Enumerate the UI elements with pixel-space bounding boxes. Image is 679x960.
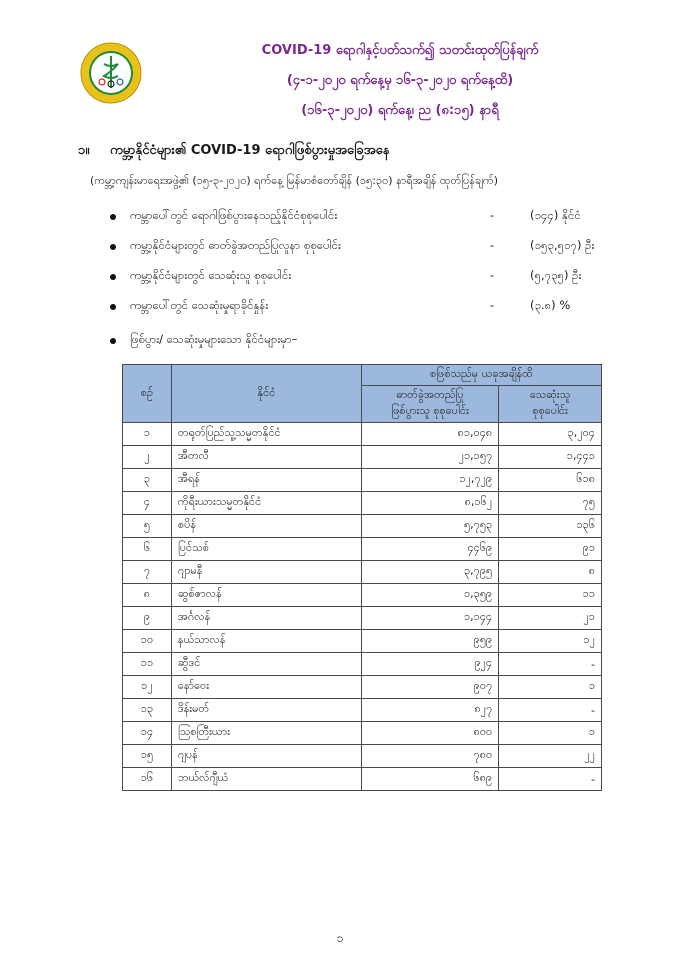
- bullet-value: (၃.၈) %: [530, 298, 571, 312]
- table-row: [123, 584, 602, 607]
- cell-deaths: ၈: [499, 561, 602, 584]
- cell-deaths: ၆၁၈: [499, 469, 602, 492]
- cell-deaths: ၉၁: [499, 538, 602, 561]
- cell-cases: ၉၂၄: [361, 653, 498, 676]
- bullet-item: [110, 238, 630, 258]
- bullet-dash: -: [490, 208, 495, 222]
- bullet-dash: -: [490, 268, 495, 282]
- title-line-2: (၄-၁-၂၀၂၀ ရက်နေ့မှ ၁၆-၃-၂၀၂၀ ရက်နေ့ထိ): [286, 73, 514, 88]
- title-line-3: (၁၆-၃-၂၀၂၀) ရက်နေ့၊ ည (၈:၁၅) နာရီ: [301, 103, 499, 118]
- col-header-no: စဉ်: [123, 365, 172, 423]
- col-header-cases-line1: ဓာတ်ခွဲအတည်ပြု: [396, 388, 464, 401]
- table-row: [123, 653, 602, 676]
- table-row: [123, 699, 602, 722]
- col-header-deaths: [499, 386, 602, 423]
- cell-deaths: -: [499, 653, 602, 676]
- cell-cases: ၄၄၆၉: [361, 538, 498, 561]
- bullet-label: ကမ္ဘာပေါ်တွင် ရောဂါဖြစ်ပွားနေသည့်နိုင်ငံစုစုပေါင်း: [130, 208, 338, 222]
- cell-cases: ၈၀၀: [361, 722, 498, 745]
- cell-cases: ၅,၇၅၃: [361, 515, 498, 538]
- cell-deaths: ၇၅: [499, 492, 602, 515]
- cell-deaths: ၁၂: [499, 630, 602, 653]
- bullet-item: [110, 208, 630, 228]
- bullet-icon: [110, 274, 116, 280]
- col-header-country: နိုင်ငံ: [171, 365, 361, 423]
- cell-no: ၇: [123, 561, 172, 584]
- table-row: [123, 423, 602, 446]
- cell-cases: ၈၂၇: [361, 699, 498, 722]
- bullet-label: ဖြစ်ပွား/ သေဆုံးမှုများသော နိုင်ငံများမှာ–: [130, 332, 298, 346]
- table-row: [123, 561, 602, 584]
- cell-deaths: -: [499, 699, 602, 722]
- bullet-icon: [110, 304, 116, 310]
- cell-country: အီရန်: [171, 469, 361, 492]
- table-row: [123, 768, 602, 791]
- bullet-item: [110, 332, 630, 352]
- cell-country: ဘယ်လ်ဂျီယံ: [171, 768, 361, 791]
- cell-no: ၁၁: [123, 653, 172, 676]
- cell-country: အီတလီ: [171, 446, 361, 469]
- cell-country: ပြင်သစ်: [171, 538, 361, 561]
- section-number: ၁။: [78, 143, 90, 158]
- cell-cases: ၈၁,၀၄၈: [361, 423, 498, 446]
- cell-country: နယ်သာလန်: [171, 630, 361, 653]
- table-row: [123, 607, 602, 630]
- page-number: ၁: [336, 931, 344, 945]
- cell-deaths: ၁၃၆: [499, 515, 602, 538]
- cell-cases: ၁,၃၅၉: [361, 584, 498, 607]
- cell-deaths: ၂၂: [499, 745, 602, 768]
- bullet-icon: [110, 244, 116, 250]
- cell-country: ကိုရီးယားသမ္မတနိုင်ငံ: [171, 492, 361, 515]
- cell-cases: ၇၈၀: [361, 745, 498, 768]
- cell-country: အင်္ဂလန်: [171, 607, 361, 630]
- cell-no: ၂: [123, 446, 172, 469]
- bullet-value: (၁၅၃,၅၁၇) ဦး: [530, 238, 595, 252]
- table-row: [123, 538, 602, 561]
- col-header-cases-line2: ဖြစ်ပွားသူ စုစုပေါင်း: [391, 404, 469, 417]
- country-cases-table: [122, 364, 602, 791]
- cell-deaths: ၁: [499, 676, 602, 699]
- bullet-icon: [110, 214, 116, 220]
- cell-country: စပိန်: [171, 515, 361, 538]
- cell-no: ၁: [123, 423, 172, 446]
- table-row: [123, 469, 602, 492]
- cell-no: ၁၅: [123, 745, 172, 768]
- cell-deaths: -: [499, 768, 602, 791]
- cell-deaths: ၃,၂၀၄: [499, 423, 602, 446]
- cell-no: ၄: [123, 492, 172, 515]
- bullet-value: (၁၄၄) နိုင်ငံ: [530, 208, 581, 222]
- cell-cases: ၂၁,၁၅၇: [361, 446, 498, 469]
- bullet-value: (၅,၇၃၅) ဦး: [530, 268, 582, 282]
- table-row: [123, 492, 602, 515]
- table-row: [123, 446, 602, 469]
- table-row: [123, 630, 602, 653]
- cell-cases: ၁၂,၇၂၉: [361, 469, 498, 492]
- cell-no: ၁၀: [123, 630, 172, 653]
- cell-country: ဂျာမနီ: [171, 561, 361, 584]
- cell-no: ၅: [123, 515, 172, 538]
- source-note: (ကမ္ဘာ့ကျန်းမာရေးအဖွဲ့၏ (၁၅-၃-၂၀၂၀) ရက်နေ့ မြန်မာစံတော်ချိန် (၁၅:၃၀) နာရီအချိန် ထုတ်ပြန်ချက်): [90, 174, 498, 187]
- cell-no: ၁၆: [123, 768, 172, 791]
- cell-deaths: ၁,၄၄၁: [499, 446, 602, 469]
- cell-country: ဩစတြီးယား: [171, 722, 361, 745]
- table-row: [123, 515, 602, 538]
- col-header-deaths-line2: စုစုပေါင်း: [532, 404, 568, 417]
- cell-deaths: ၁၁: [499, 584, 602, 607]
- bullet-item: [110, 298, 630, 318]
- cell-cases: ၃,၇၉၅: [361, 561, 498, 584]
- bullet-label: ကမ္ဘာ့နိုင်ငံများတွင် သေဆုံးသူ စုစုပေါင်း: [130, 268, 292, 282]
- cell-cases: ၉၅၉: [361, 630, 498, 653]
- section-heading: ကမ္ဘာ့နိုင်ငံများ၏ COVID-19 ရောဂါဖြစ်ပွားမှုအခြေအနေ: [110, 143, 390, 158]
- bullet-dash: -: [490, 298, 495, 312]
- col-header-deaths-line1: သေဆုံးသူ: [529, 388, 571, 401]
- table-row: [123, 745, 602, 768]
- cell-cases: ၁,၁၄၄: [361, 607, 498, 630]
- cell-no: ၉: [123, 607, 172, 630]
- bullet-label: ကမ္ဘာ့နိုင်ငံများတွင် ဓာတ်ခွဲအတည်ပြုလူနာ စုစုပေါင်း: [130, 238, 341, 252]
- cell-cases: ၆၈၉: [361, 768, 498, 791]
- cell-no: ၈: [123, 584, 172, 607]
- cell-cases: ၈,၁၆၂: [361, 492, 498, 515]
- cell-deaths: ၂၁: [499, 607, 602, 630]
- table-row: [123, 722, 602, 745]
- col-group-header: စဖြစ်သည်မှ ယခုအချိန်ထိ: [361, 365, 601, 386]
- ministry-logo: [80, 42, 142, 104]
- title-line-1: COVID-19 ရောဂါနှင့်ပတ်သက်၍ သတင်းထုတ်ပြန်ချက်: [261, 43, 539, 58]
- bullet-dash: -: [490, 238, 495, 252]
- cell-country: ဒိန်းမတ်: [171, 699, 361, 722]
- cell-country: ဆွီဒင်: [171, 653, 361, 676]
- cell-no: ၁၄: [123, 722, 172, 745]
- cell-no: ၁၃: [123, 699, 172, 722]
- cell-no: ၃: [123, 469, 172, 492]
- cell-cases: ၉၀၇: [361, 676, 498, 699]
- table-row: [123, 676, 602, 699]
- bullet-icon: [110, 338, 116, 344]
- cell-no: ၁၂: [123, 676, 172, 699]
- cell-country: ဆွစ်ဇာလန်: [171, 584, 361, 607]
- bullet-label: ကမ္ဘာပေါ်တွင် သေဆုံးမှုရာခိုင်နှုန်း: [130, 298, 269, 312]
- cell-country: နော်ဝေး: [171, 676, 361, 699]
- cell-no: ၆: [123, 538, 172, 561]
- col-header-cases: [361, 386, 498, 423]
- cell-country: တရုတ်ပြည်သူ့သမ္မတနိုင်ငံ: [171, 423, 361, 446]
- cell-country: ဂျပန်: [171, 745, 361, 768]
- cell-deaths: ၁: [499, 722, 602, 745]
- bullet-item: [110, 268, 630, 288]
